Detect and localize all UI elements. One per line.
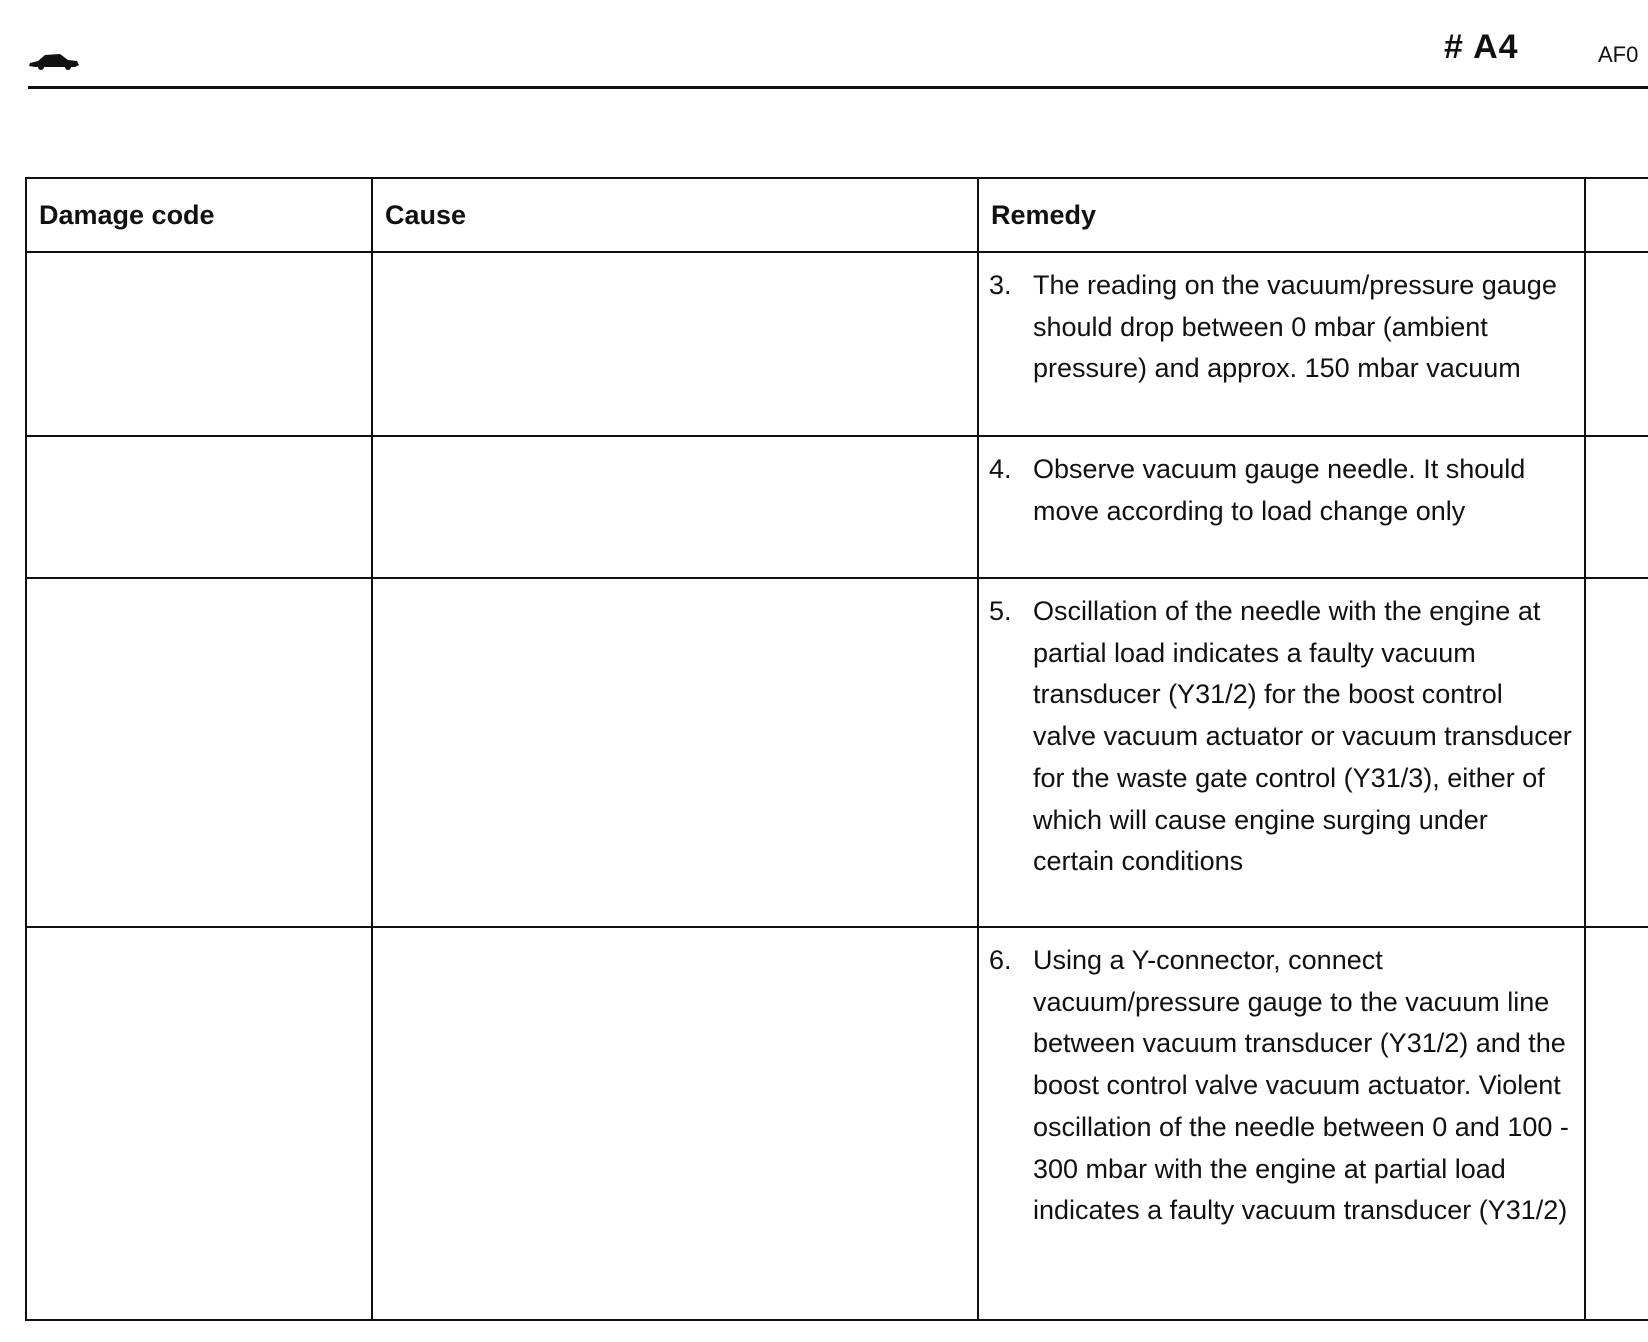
car-icon (28, 48, 80, 72)
cause-cell (372, 578, 978, 927)
blank-cell (1585, 436, 1648, 578)
remedy-cell (978, 436, 1585, 578)
section-code: # A4 (1444, 28, 1519, 66)
remedy-header: Remedy (978, 178, 1585, 252)
remedy-number: 4. (989, 454, 1012, 484)
remedy-text: Observe vacuum gauge needle. It should move according to load change only (1033, 454, 1526, 526)
diagnostic-table (25, 177, 1648, 1321)
table-header-row (26, 178, 1648, 252)
remedy-text: The reading on the vacuum/pressure gauge should drop between 0 mbar (ambient pressure) and approx. 150 mbar vacuum (1033, 270, 1557, 384)
remedy-text: Using a Y-connector, connect vacuum/pressure gauge to the vacuum line between vacuum transducer (Y31/2) and the boost control valve vacuum actuator. Violent oscillation of the needle between 0 and 100 - 300 mbar with the engine at partial load indicates a faulty vacuum transducer (Y31/2) (1033, 945, 1569, 1226)
remedy-number: 3. (989, 270, 1012, 300)
table-row (26, 436, 1648, 578)
cause-cell (372, 927, 978, 1320)
reference-code: AF0 (1598, 42, 1639, 67)
damage-code-header: Damage code (26, 178, 372, 252)
blank-cell (1585, 578, 1648, 927)
blank-header-cell (1585, 178, 1648, 252)
table-row (26, 927, 1648, 1320)
damage-code-cell (26, 436, 372, 578)
cause-header: Cause (372, 178, 978, 252)
table-row (26, 252, 1648, 436)
remedy-cell (978, 578, 1585, 927)
cause-cell (372, 252, 978, 436)
damage-code-cell (26, 578, 372, 927)
remedy-text: Oscillation of the needle with the engine at partial load indicates a faulty vacuum transducer (Y31/2) for the boost control valve vacuum actuator or vacuum transducer for the waste gate control (Y31/3), either of which will cause engine surging under certain conditions (1033, 596, 1572, 877)
remedy-number: 6. (989, 945, 1012, 975)
remedy-cell (978, 252, 1585, 436)
remedy-number: 5. (989, 596, 1012, 626)
blank-cell (1585, 252, 1648, 436)
damage-code-cell (26, 252, 372, 436)
table-row (26, 578, 1648, 927)
remedy-cell (978, 927, 1585, 1320)
header-rule (28, 86, 1648, 89)
damage-code-cell (26, 927, 372, 1320)
cause-cell (372, 436, 978, 578)
blank-cell (1585, 927, 1648, 1320)
